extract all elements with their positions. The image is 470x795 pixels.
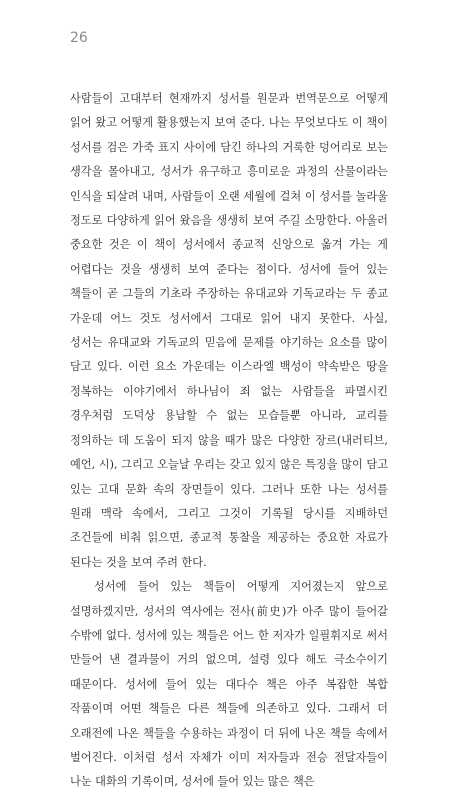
body-text bbox=[70, 87, 388, 795]
paragraph: 사람들이 고대부터 현재까지 성서를 원문과 번역문으로 어떻게 읽어 왔고 어떻게 활용했는지 보여 준다. 나는 무엇보다도 이 책이 성서를 검은 가죽 표지 사이에 담긴 하나의 거룩한 덩어리로 보는 생각을 몰아내고, 성서가 유구하고 흥미로운 과정의 산물이라는 인식을 되살려 내며, 사람들이 오랜 세월에 걸쳐 이 성서를 놀라울 정도로 다양하게 읽어 왔음을 생생히 보여 주길 소망한다. 아울러 중요한 것은 이 책이 성서에서 종교적 신앙으로 옮겨 가는 게 어렵다는 것을 생생히 보여 준다는 점이다. 성서에 들어 있는 책들이 곧 그들의 기초라 주장하는 유대교와 기독교라는 두 종교 가운데 어느 것도 성서에서 그대로 읽어 내지 못한다. 사실, 성서는 유대교와 기독교의 믿음에 문제를 야기하는 요소를 많이 담고 있다. 이런 요소 가운데는 이스라엘 백성이 약속받은 땅을 정복하는 이야기에서 하나님이 죄 없는 사람들을 파멸시킨 경우처럼 도덕상 용납할 수 없는 모습들뿐 아니라, 교리를 정의하는 데 도움이 되지 않을 때가 많은 다양한 장르(내러티브, 예언, 시), 그리고 오늘날 우리는 갖고 있지 않은 특징을 많이 담고 있는 고대 문화 속의 장면들이 있다. 그러나 또한 나는 성서를 원래 맥락 속에서, 그리고 그것이 기록될 당시를 지배하던 조건들에 비춰 읽으면, 종교적 통찰을 제공하는 중요한 자료가 된다는 것을 보여 주려 한다. bbox=[70, 92, 388, 569]
page-number: 26 bbox=[70, 30, 88, 46]
paragraph: 성서에 들어 있는 책들이 어떻게 지어졌는지 앞으로 설명하겠지만, 성서의 역사에는 전사(前史)가 아주 많이 들어갈 수밖에 없다. 성서에 있는 책들은 어느 한 저자가 일필휘지로 써서 만들어 낸 결과물이 거의 없으며, 설령 있다 해도 극소수이기 때문이다. 성서에 들어 있는 대다수 책은 아주 복잡한 복합 작품이며 어떤 책들은 다른 책들에 의존하고 있다. 그래서 더 오래전에 나온 책들을 수용하는 과정이 더 뒤에 나온 책들 속에서 벌어진다. 이처럼 성서 자체가 이미 저자들과 전승 전달자들이 나눈 대화의 기록이며, 성서에 들어 있는 많은 책은 bbox=[70, 580, 388, 789]
